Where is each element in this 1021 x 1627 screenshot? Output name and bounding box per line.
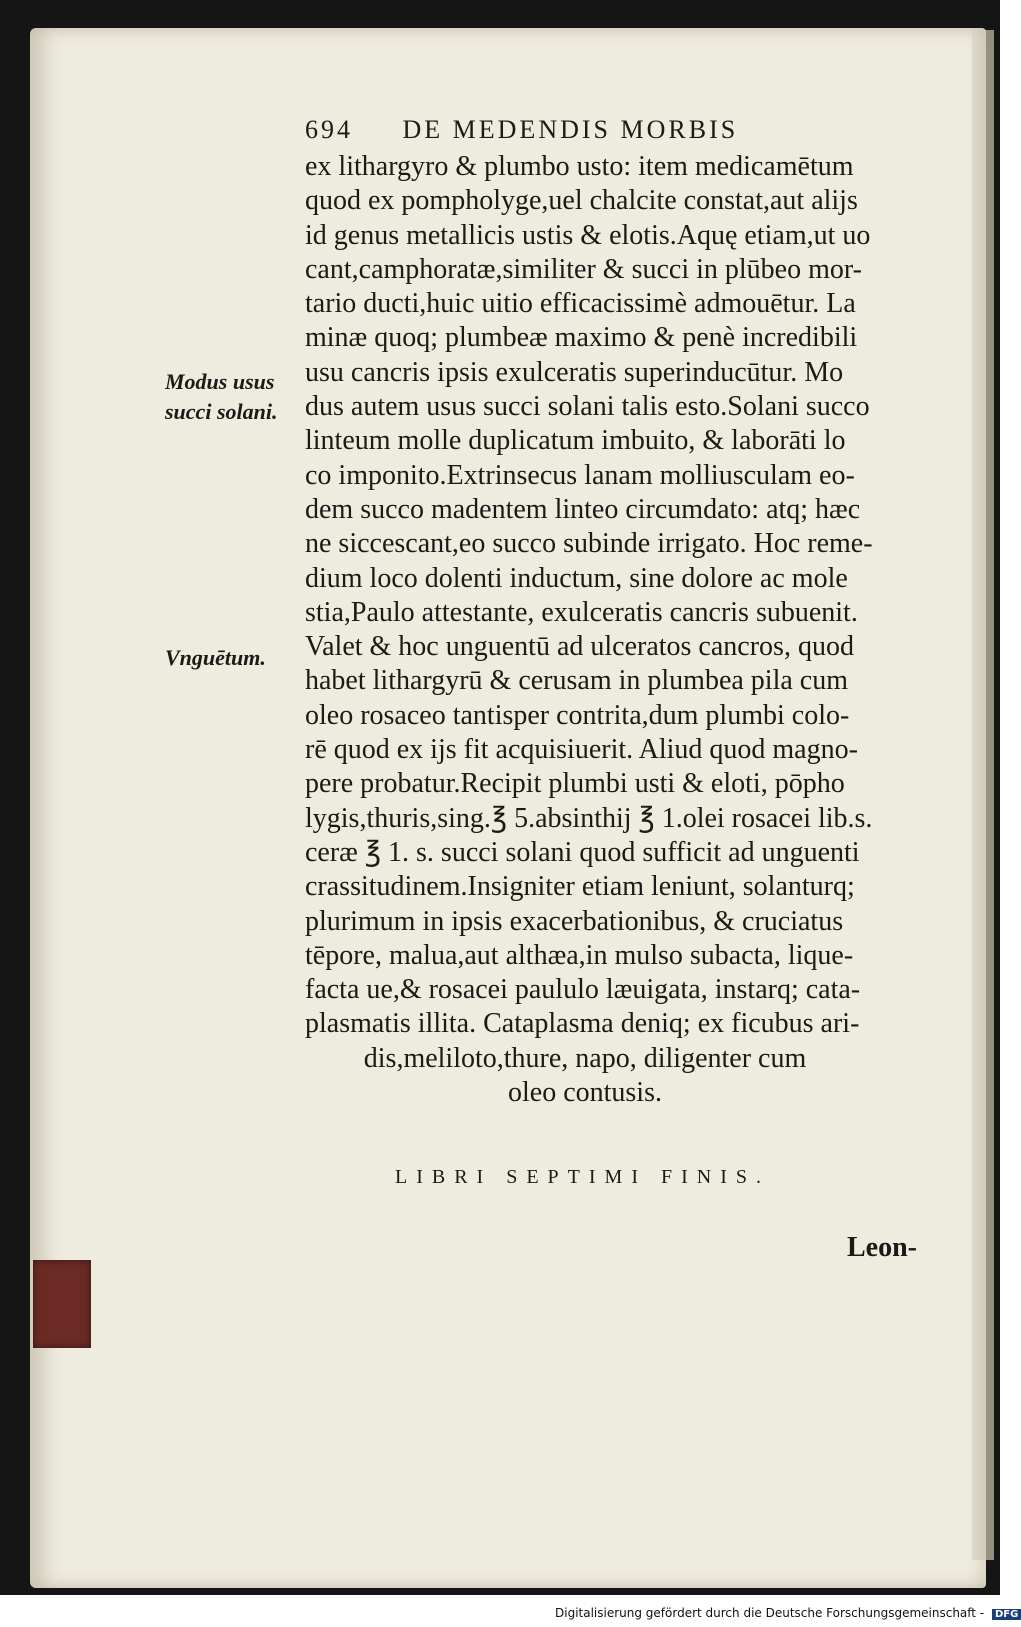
text-line: ne siccescant,eo succo subinde irrigato. Hoc reme-: [305, 528, 873, 560]
footer-credit: Digitalisierung gefördert durch die Deutsche Forschungsgemeinschaft -: [555, 1606, 985, 1620]
text-line: dis,meliloto,thure, napo, diligenter cum: [363, 1042, 807, 1074]
text-line: crassitudinem.Insigniter etiam leniunt, solanturq;: [305, 871, 855, 903]
text-line: tario ducti,huic uitio efficacissimè admouētur. La: [305, 288, 856, 320]
digitization-footer: [555, 1606, 1019, 1624]
text-line: Valet & hoc unguentū ad ulceratos cancros, quod: [305, 631, 854, 663]
text-line: linteum molle duplicatum imbuito, & laborāti lo: [305, 425, 846, 457]
text-line: ex lithargyro & plumbo usto: item medicamētum: [305, 151, 854, 182]
body-text: [305, 150, 925, 1110]
text-line: oleo rosaceo tantisper contrita,dum plumbi colo-: [305, 699, 850, 731]
red-bookmark-tab: [33, 1260, 91, 1348]
text-line: plurimum in ipsis exacerbationibus, & cruciatus: [305, 905, 844, 937]
text-line: ceræ ℥ 1. s. succi solani quod sufficit ad unguenti: [305, 836, 860, 868]
text-line: dium loco dolenti inductum, sine dolore ac mole: [305, 562, 848, 594]
page-number: 694: [305, 115, 353, 144]
text-line: tēpore, malua,aut althæa,in mulso subacta, lique-: [305, 939, 854, 971]
running-title: DE MEDENDIS MORBIS: [402, 115, 739, 144]
book-end-title: LIBRI SEPTIMI FINIS.: [395, 1166, 771, 1188]
text-line: pere probatur.Recipit plumbi usti & eloti, pōpho: [305, 768, 845, 800]
text-line: habet lithargyrū & cerusam in plumbea pila cum: [305, 665, 848, 697]
dfg-logo: DFG: [992, 1609, 1021, 1620]
marginal-note-line: Vnguētum.: [165, 645, 266, 670]
catchword: Leon-: [847, 1232, 917, 1263]
running-header: [305, 115, 855, 151]
text-line: quod ex pompholyge,uel chalcite constat,aut alijs: [305, 185, 858, 217]
text-line: dus autem usus succi solani talis esto.Solani succo: [305, 391, 870, 423]
marginal-note-line: succi solani.: [165, 399, 278, 424]
text-line: rē quod ex ijs fit acquisiuerit. Aliud quod magno-: [305, 734, 858, 766]
text-line: co imponito.Extrinsecus lanam molliusculam eo-: [305, 459, 855, 491]
text-line: lygis,thuris,sing.℥ 5.absinthij ℥ 1.olei rosacei lib.s.: [305, 802, 873, 834]
text-line: dem succo madentem linteo circumdato: atq; hæc: [305, 493, 861, 525]
text-line: stia,Paulo attestante, exulceratis cancris subuenit.: [305, 596, 858, 628]
marginal-note-modus: [165, 367, 300, 427]
text-line: usu cancris ipsis exulceratis superinducūtur. Mo: [305, 356, 844, 388]
text-line: facta ue,& rosacei paululo læuigata, instarq; cata-: [305, 974, 861, 1006]
text-line: minæ quoq; plumbeæ maximo & penè incredibili: [305, 322, 858, 354]
text-line: plasmatis illita. Cataplasma deniq; ex ficubus ari-: [305, 1008, 860, 1040]
text-line: id genus metallicis ustis & elotis.Aquę etiam,ut uo: [305, 219, 871, 251]
text-line: cant,camphoratæ,similiter & succi in plūbeo mor-: [305, 253, 862, 285]
marginal-note-line: Modus usus: [165, 369, 275, 394]
marginal-note-unguentum: [165, 643, 300, 673]
text-line: oleo contusis.: [508, 1077, 662, 1109]
page-edge-shadow: [972, 30, 994, 1560]
